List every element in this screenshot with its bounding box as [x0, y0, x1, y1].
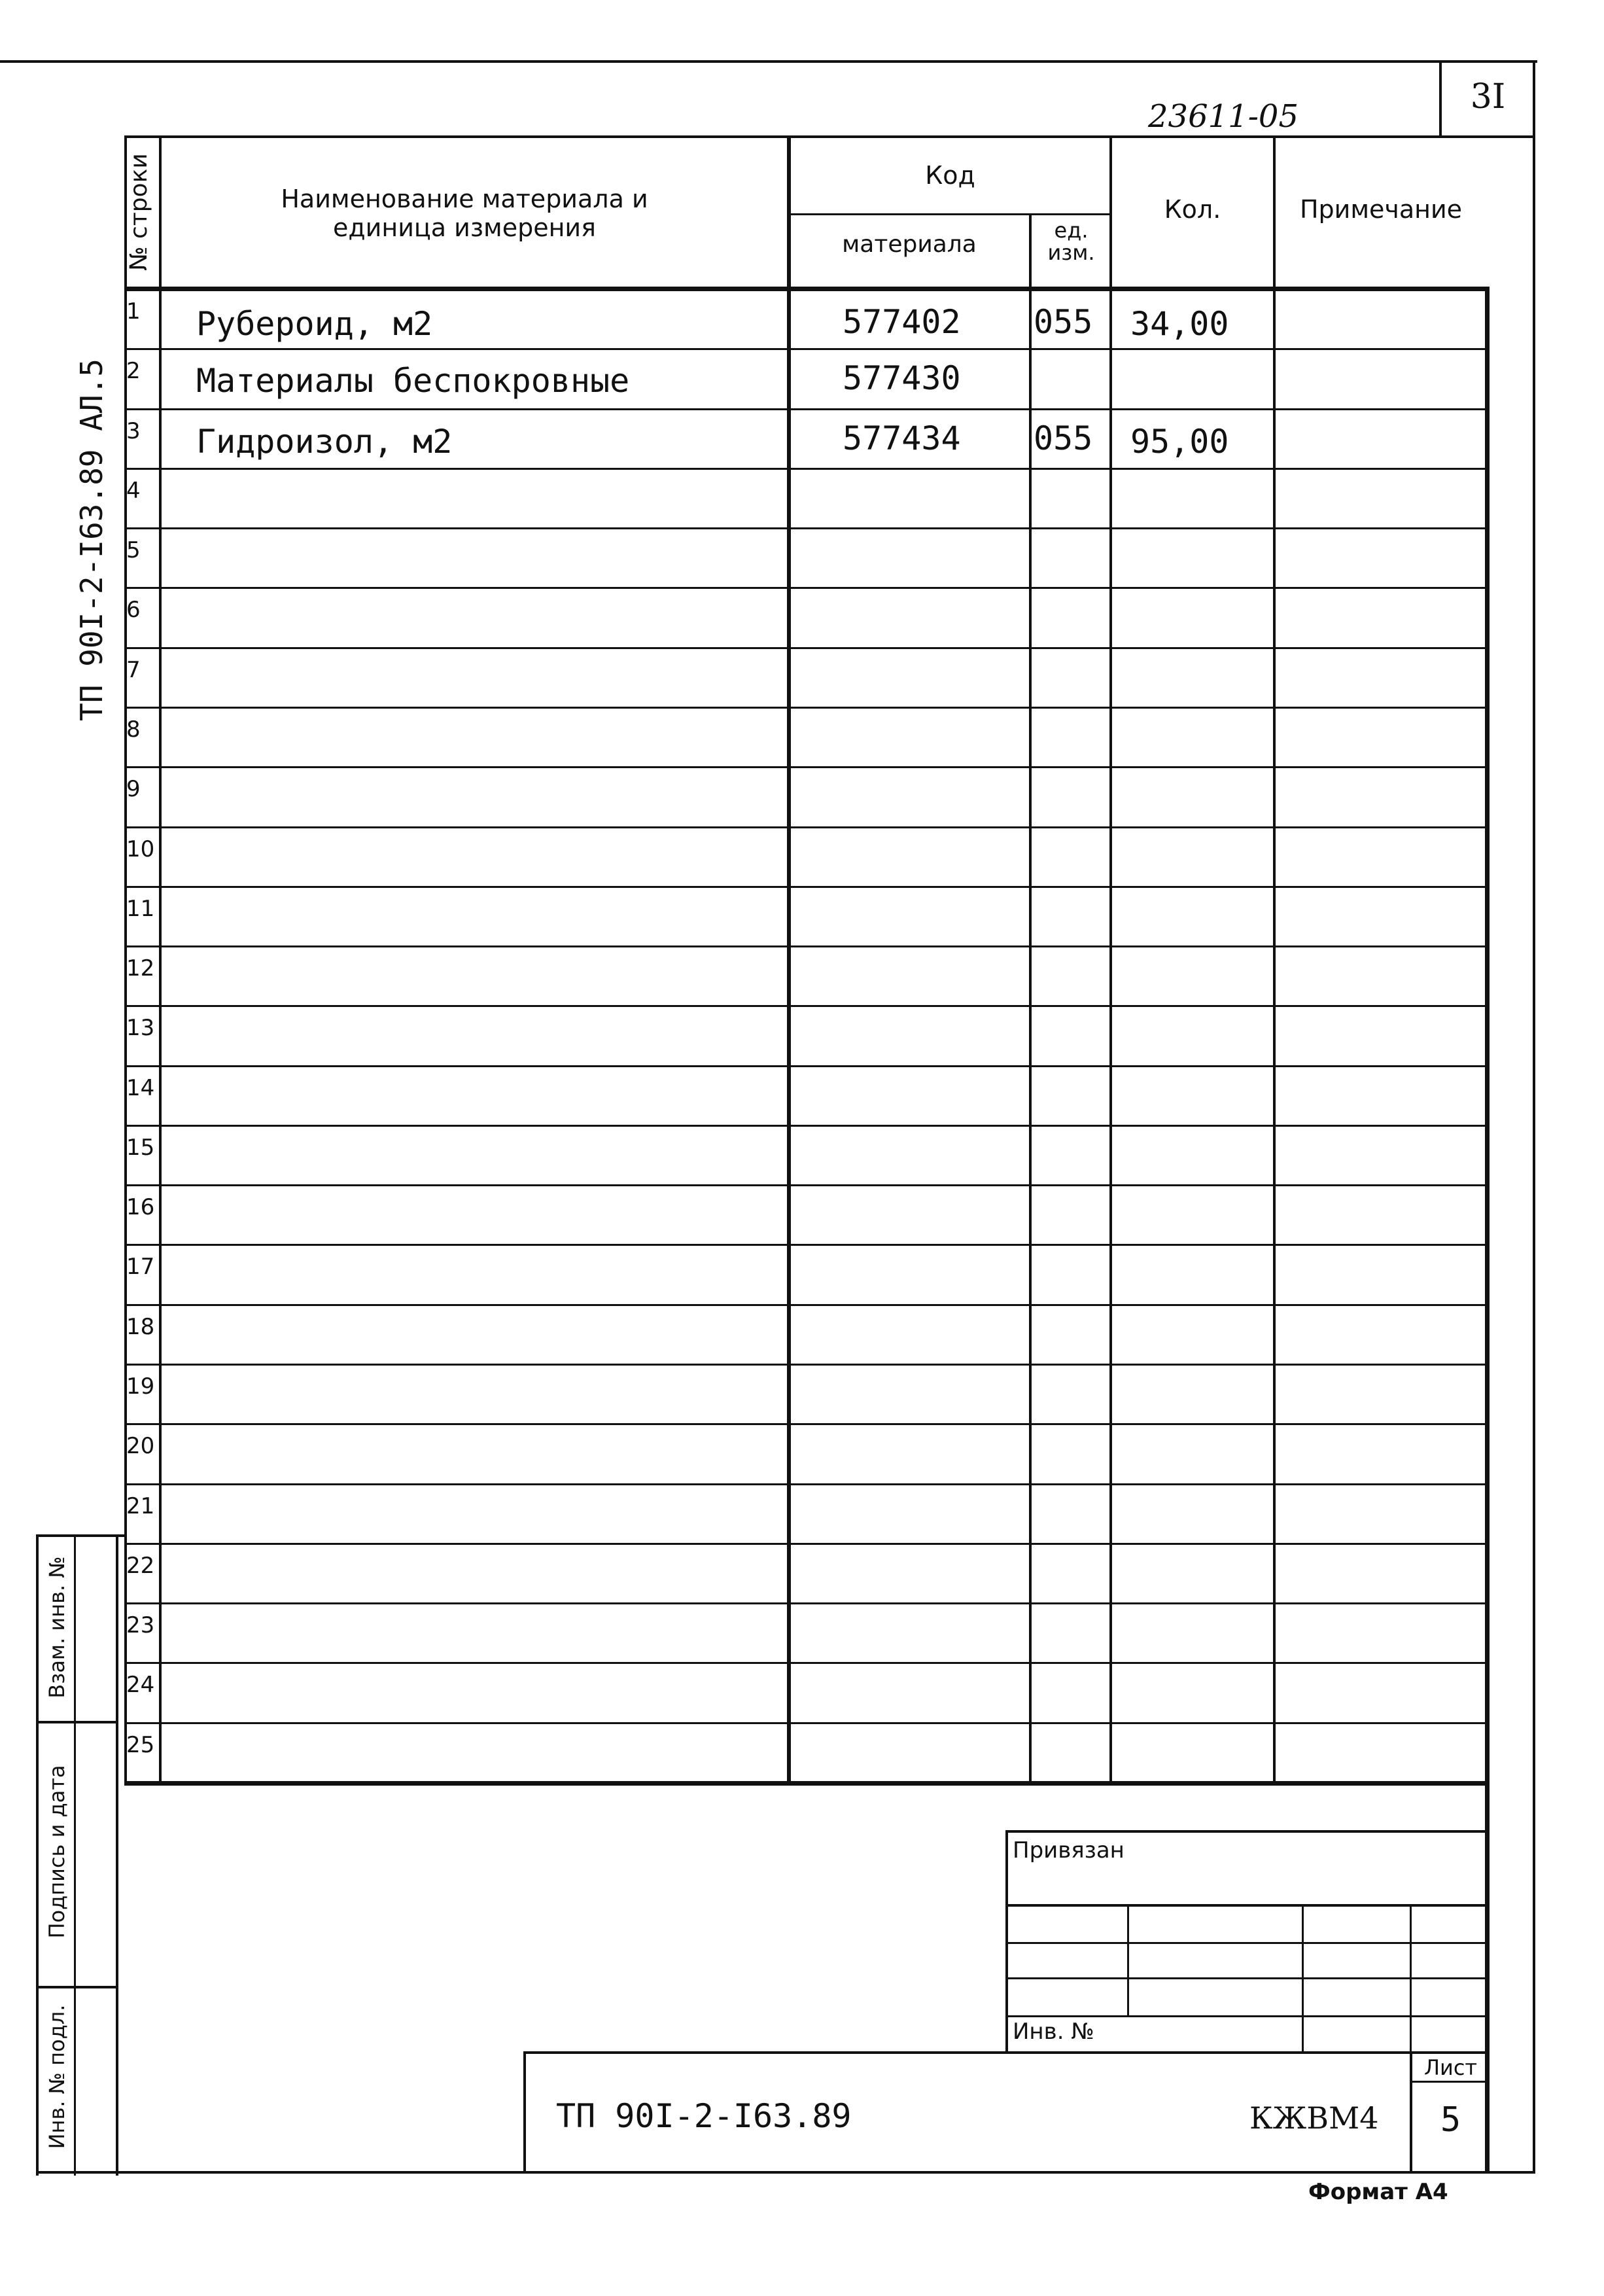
row-3-unit: 055	[1034, 419, 1093, 457]
row-1-code: 577402	[843, 303, 961, 341]
row-number: 14	[126, 1074, 155, 1101]
code-sub-rule	[787, 213, 1112, 215]
row-number: 4	[126, 477, 141, 504]
row-1-qty: 34,00	[1130, 305, 1229, 343]
row-number: 10	[126, 836, 155, 862]
margin-inner-left	[74, 1534, 76, 2176]
row-number: 6	[126, 597, 141, 624]
row-number: 23	[126, 1612, 155, 1639]
row-line	[124, 408, 1490, 410]
row-3-code: 577434	[843, 419, 961, 457]
row-number: 8	[126, 716, 141, 743]
tb-privyazan-top	[1005, 1830, 1490, 1833]
top-rule	[0, 60, 1537, 63]
row-number: 11	[126, 895, 155, 922]
side-document-code: ТП 90I-2-I63.89 АЛ.5	[74, 359, 109, 721]
row-2-code: 577430	[843, 359, 961, 397]
table-right	[1485, 288, 1490, 1784]
row-line	[124, 1065, 1490, 1067]
row-number: 22	[126, 1552, 155, 1579]
row-line	[124, 468, 1490, 470]
row-line	[124, 1602, 1490, 1604]
stamp-number: 23611-05	[1148, 98, 1299, 135]
name-col-right	[787, 135, 791, 1784]
row-line	[124, 527, 1490, 529]
row-number: 18	[126, 1313, 155, 1340]
row-line	[124, 1364, 1490, 1366]
row-line	[124, 348, 1490, 350]
row-number: 13	[126, 1015, 155, 1042]
row-2-name: Материалы беспокровные	[196, 362, 630, 400]
row-number: 7	[126, 656, 141, 683]
header-qty: Кол.	[1164, 195, 1221, 224]
qty-col-right	[1273, 135, 1276, 1784]
tb-col-1	[1127, 1904, 1129, 2017]
code-col-right	[1029, 213, 1032, 1784]
tb-inv-no: Инв. №	[1013, 2019, 1094, 2045]
row-number: 16	[126, 1194, 155, 1221]
header-code-group: Код	[925, 161, 975, 190]
row-number: 9	[126, 776, 141, 803]
margin-podpis-data: Подпись и дата	[44, 1765, 69, 1939]
tb-sheet-label: Лист	[1423, 2055, 1478, 2080]
margin-bottom	[36, 2171, 1535, 2174]
margin-vzam-inv: Взам. инв. №	[44, 1556, 69, 1699]
header-row-number: № строки	[126, 153, 152, 271]
tb-grid-mid-1	[1005, 1942, 1490, 1944]
margin-div-2	[36, 1986, 118, 1988]
format-label: Формат А4	[1308, 2179, 1448, 2205]
rownum-col-right	[159, 135, 162, 1784]
row-number: 20	[126, 1433, 155, 1460]
row-line	[124, 826, 1490, 828]
row-3-qty: 95,00	[1130, 423, 1229, 461]
row-1-unit: 055	[1034, 303, 1093, 341]
margin-div-1	[36, 1721, 118, 1723]
row-number: 3	[126, 417, 141, 444]
margin-col-right	[116, 1534, 118, 2176]
frame-right	[1533, 60, 1535, 2174]
row-number: 21	[126, 1492, 155, 1519]
row-line	[124, 1662, 1490, 1664]
row-line	[124, 1125, 1490, 1127]
row-number: 2	[126, 358, 141, 385]
header-bottom-rule	[124, 287, 1490, 291]
row-line	[124, 707, 1490, 709]
row-1-name: Рубероид, м2	[196, 305, 433, 343]
row-line	[124, 1543, 1490, 1545]
row-line	[124, 587, 1490, 589]
row-line	[124, 647, 1490, 649]
row-number: 24	[126, 1672, 155, 1699]
tb-grid-mid-2	[1005, 1977, 1490, 1979]
row-line	[124, 766, 1490, 768]
row-number: 15	[126, 1134, 155, 1161]
page-number-box-left	[1439, 60, 1442, 135]
row-number: 1	[126, 298, 141, 325]
page-number: 3I	[1470, 77, 1506, 116]
row-3-name: Гидроизол, м2	[196, 423, 453, 461]
row-line	[124, 1722, 1490, 1724]
tb-privyazan: Привязан	[1013, 1837, 1125, 1863]
row-line	[124, 1483, 1490, 1485]
row-line	[124, 886, 1490, 888]
row-line	[124, 1184, 1490, 1186]
tb-main-top	[523, 2051, 1490, 2054]
tb-main-left	[523, 2051, 526, 2172]
table-bottom	[124, 1781, 1490, 1786]
header-name: Наименование материала и единица измерения	[281, 185, 648, 242]
row-number: 17	[126, 1254, 155, 1280]
header-note: Примечание	[1299, 195, 1463, 224]
row-line	[124, 1304, 1490, 1306]
header-code-material: материала	[842, 231, 977, 258]
tb-col-2	[1302, 1904, 1304, 2053]
margin-inv-podl: Инв. № подл.	[44, 2004, 69, 2149]
tb-sheet-box-mid	[1410, 2081, 1490, 2083]
tb-col-3	[1410, 1904, 1412, 2053]
tb-sheet-box-left	[1410, 2051, 1412, 2172]
tb-grid-top	[1005, 1904, 1490, 1907]
tb-sheet-number: 5	[1440, 2100, 1461, 2140]
row-number: 19	[126, 1373, 155, 1400]
tb-mark: КЖВМ4	[1249, 2100, 1379, 2136]
margin-outer-left	[36, 1534, 39, 2176]
row-line	[124, 945, 1490, 947]
row-line	[124, 1244, 1490, 1246]
row-line	[124, 1423, 1490, 1425]
tb-document-code: ТП 90I-2-I63.89	[556, 2097, 852, 2135]
unit-col-right	[1109, 135, 1112, 1784]
row-line	[124, 1005, 1490, 1007]
header-top-rule	[124, 135, 1535, 138]
tb-grid-mid-3	[1005, 2015, 1490, 2017]
row-number: 5	[126, 537, 141, 564]
row-number: 12	[126, 955, 155, 982]
tb-privyazan-left	[1005, 1830, 1008, 2053]
header-code-unit: ед. изм.	[1047, 218, 1095, 265]
row-number: 25	[126, 1731, 155, 1758]
